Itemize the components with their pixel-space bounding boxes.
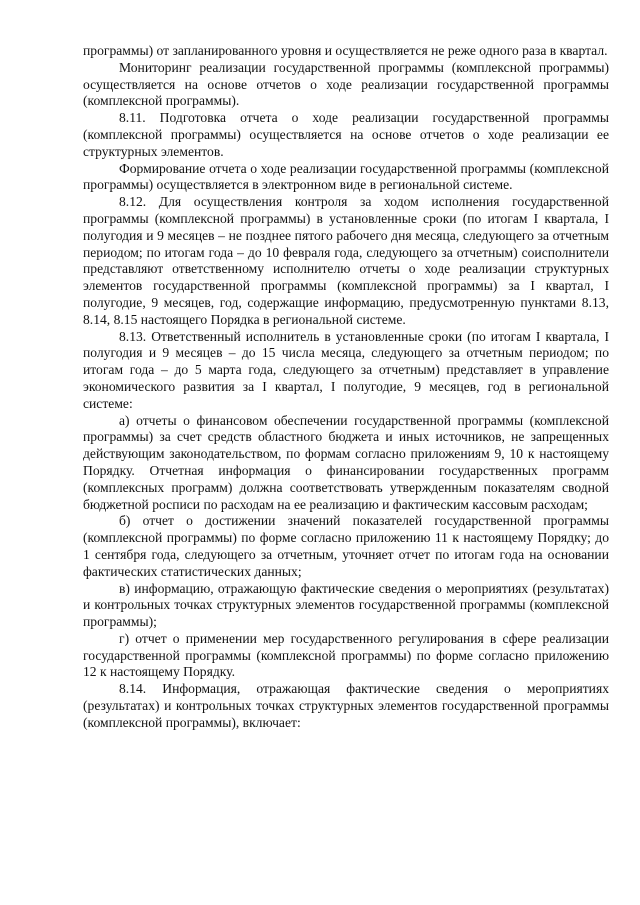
paragraph-8-13-g: г) отчет о применении мер государственного регулирования в сфере реализации государственной программы (комплексной программы) по форме согласно приложению 12 к настоящему Порядку. — [83, 630, 609, 680]
paragraph-8-11: 8.11. Подготовка отчета о ходе реализации государственной программы (комплексной программы) осуществляется на основе отчетов о ходе реализации ее структурных элементов. — [83, 110, 609, 159]
paragraph-8-13-a: а) отчеты о финансовом обеспечении государственной программы (комплексной программы) за счет средств областного бюджета и иных источников, не запрещенных действующим законодательством, по формам согласно приложениям 9, 10 к настоящему Порядку. Отчетная информация о финансировании государственных программ (комплексных программ) должна соответствовать утвержденным показателям сводной бюджетной росписи по расходам на ее реализацию и фактическим кассовым расходам; — [83, 412, 609, 512]
paragraph-8-14: 8.14. Информация, отражающая фактические сведения о мероприятиях (результатах) и контрольных точках структурных элементов государственной программы (комплексной программы), включает: — [83, 681, 609, 730]
paragraph-8-12: 8.12. Для осуществления контроля за ходом исполнения государственной программы (комплексной программы) в установленные сроки (по итогам I квартала, I полугодия и 9 месяцев – не позднее пятого рабочего дня месяца, следующего за отчетным периодом; по итогам года – до 10 февраля года, следующего за отчетным) соисполнители представляют ответственному исполнителю отчеты о ходе реализации структурных элементов государственной программы (комплексной программы) за I квартал, I полугодие, 9 месяцев, год, содержащие информацию, предусмотренную пунктами 8.13, 8.14, 8.15 настоящего Порядка в региональной системе. — [83, 194, 609, 327]
paragraph-continuation: программы) от запланированного уровня и осуществляется не реже одного раза в квартал. — [83, 43, 608, 58]
paragraph-8-13-v: в) информацию, отражающую фактические сведения о мероприятиях (результатах) и контрольных точках структурных элементов государственной программы (комплексной программы); — [83, 580, 609, 630]
paragraph-8-13-b: б) отчет о достижении значений показателей государственной программы (комплексной программы) по форме согласно приложению 11 к настоящему Порядку; до 1 сентября года, следующего за отчетным, уточняет отчет по итогам года на основании фактических статистических данных; — [83, 513, 609, 579]
paragraph-report-formation: Формирование отчета о ходе реализации государственной программы (комплексной программы) осуществляется в электронном виде в региональной системе. — [83, 160, 609, 193]
document-page — [83, 43, 609, 732]
paragraph-8-13: 8.13. Ответственный исполнитель в установленные сроки (по итогам I квартала, I полугодия и 9 месяцев – до 15 числа месяца, следующего за отчетным периодом; по итогам года – до 5 марта года, следующего за отчетным) представляет в управление экономического развития за I квартал, I полугодие, 9 месяцев, год в региональной системе: — [83, 328, 609, 411]
paragraph-monitoring: Мониторинг реализации государственной программы (комплексной программы) осуществляется на основе отчетов о ходе реализации государственной программы (комплексной программы). — [83, 59, 609, 109]
